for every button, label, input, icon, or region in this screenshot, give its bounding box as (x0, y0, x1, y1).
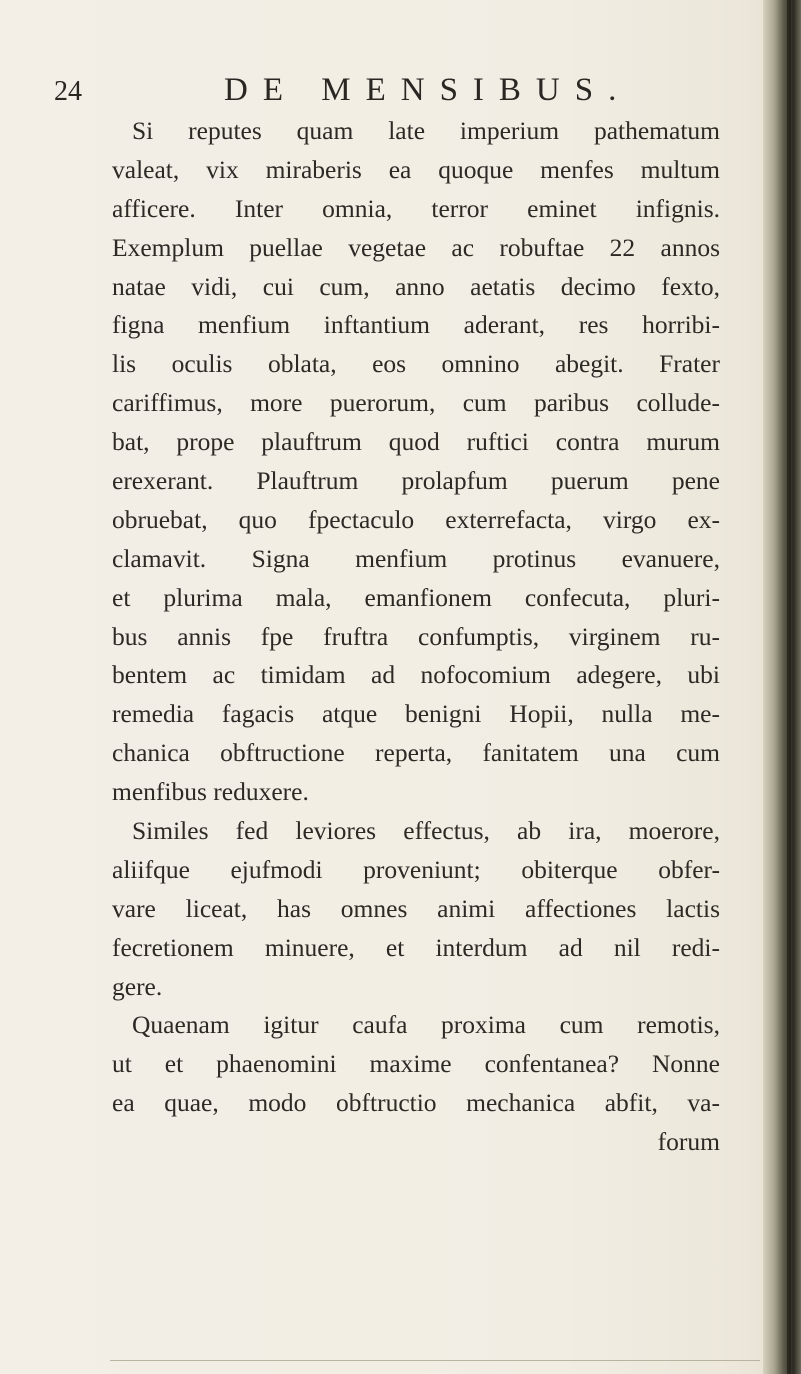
text-line: fecretionem minuere, et interdum ad nil redi- (112, 932, 720, 962)
running-head: DE MENSIBUS. (224, 72, 632, 108)
text-line: obruebat, quo fpectaculo exterrefacta, virgo ex- (112, 504, 720, 534)
catchword: forum (657, 1127, 720, 1157)
text-line: chanica obftructione reperta, fanitatem una cum (112, 738, 720, 768)
body-text (112, 112, 720, 1162)
binding-edge (763, 0, 801, 1374)
binding-shadow (787, 0, 791, 1374)
text-line: menfibus reduxere. (112, 777, 309, 807)
text-line: afficere. Inter omnia, terror eminet infignis. (112, 193, 720, 223)
text-line: natae vidi, cui cum, anno aetatis decimo fexto, (112, 271, 720, 301)
text-line: valeat, vix miraberis ea quoque menfes multum (112, 154, 720, 184)
text-line: figna menfium inftantium aderant, res horribi- (112, 310, 720, 340)
page-number: 24 (54, 76, 82, 107)
bottom-rule (110, 1360, 760, 1361)
text-line: lis oculis oblata, eos omnino abegit. Frater (112, 349, 720, 379)
page-header (54, 72, 694, 112)
text-line: Si reputes quam late imperium pathematum (132, 116, 720, 145)
text-line: bentem ac timidam ad nofocomium adegere, ubi (112, 660, 720, 690)
text-line: ut et phaenomini maxime confentanea? Nonne (112, 1049, 720, 1079)
text-line: remedia fagacis atque benigni Hopii, nulla me- (112, 699, 720, 729)
text-line: clamavit. Signa menfium protinus evanuere, (112, 543, 720, 573)
text-line: aliifque ejufmodi proveniunt; obiterque obfer- (112, 854, 720, 884)
text-line: cariffimus, more puerorum, cum paribus collude- (112, 388, 720, 418)
text-line: bus annis fpe fruftra confumptis, virginem ru- (112, 621, 720, 651)
text-line: Quaenam igitur caufa proxima cum remotis, (132, 1010, 720, 1040)
text-line: Exemplum puellae vegetae ac robuftae 22 annos (112, 232, 720, 262)
text-line: erexerant. Plauftrum prolapfum puerum pene (112, 466, 720, 496)
text-line: bat, prope plauftrum quod ruftici contra murum (112, 427, 720, 457)
text-line: Similes fed leviores effectus, ab ira, moerore, (132, 816, 720, 846)
text-line: vare liceat, has omnes animi affectiones lactis (112, 893, 720, 923)
text-line: ea quae, modo obftructio mechanica abfit, va- (112, 1088, 720, 1118)
text-line: et plurima mala, emanfionem confecuta, pluri- (112, 582, 720, 612)
text-line: gere. (112, 971, 163, 1001)
